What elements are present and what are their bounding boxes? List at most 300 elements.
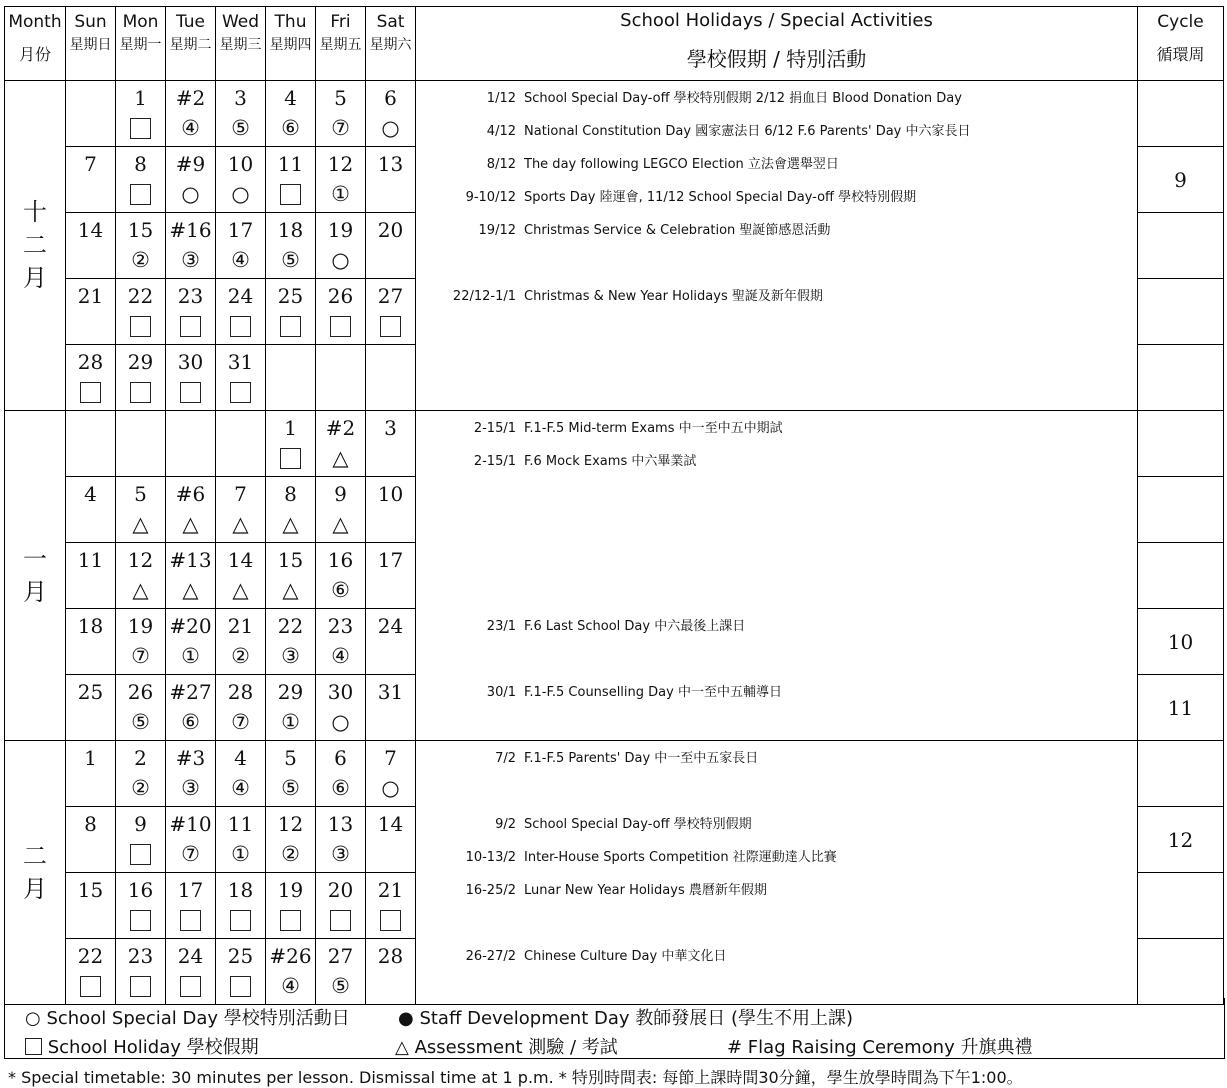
day-cell xyxy=(66,345,116,411)
day-cell xyxy=(216,741,266,807)
day-number: #9 xyxy=(175,152,206,176)
day-cell xyxy=(316,81,366,147)
activity-text: School Special Day-off 學校特別假期 xyxy=(524,817,752,832)
day-cell xyxy=(216,939,266,1005)
day-number: 21 xyxy=(77,284,104,308)
activity-line xyxy=(416,747,1136,766)
day-cell xyxy=(366,807,416,873)
activity-text: Sports Day 陸運會, 11/12 School Special Day-off 學校特別假期 xyxy=(524,190,917,205)
day-marker: ⑥ xyxy=(281,116,300,140)
day-marker: △ xyxy=(332,446,349,470)
day-cell xyxy=(166,477,216,543)
day-number: 23 xyxy=(327,614,354,638)
cycle-cell xyxy=(1138,81,1224,147)
activity-date: 30/1 xyxy=(486,685,516,700)
day-number: 9 xyxy=(134,812,147,836)
day-cell xyxy=(116,873,166,939)
activity-text: The day following LEGCO Election 立法會選舉翌日 xyxy=(524,157,839,172)
holiday-square-icon xyxy=(80,382,101,403)
day-cell xyxy=(266,939,316,1005)
day-marker: ○ xyxy=(331,710,350,734)
day-marker: ② xyxy=(131,248,150,272)
legend-assessment: △ Assessment 測驗 / 考試 xyxy=(395,1037,618,1058)
day-number: 28 xyxy=(77,350,104,374)
header-row xyxy=(5,7,1224,81)
holiday-square-icon xyxy=(280,316,301,337)
holiday-square-icon xyxy=(80,976,101,997)
day-number: 26 xyxy=(127,680,154,704)
day-marker: ⑤ xyxy=(231,116,250,140)
day-number: 14 xyxy=(227,548,254,572)
activity-text: National Constitution Day 國家憲法日 6/12 F.6 Parents' Day 中六家長日 xyxy=(524,124,971,139)
cycle-cell: 11 xyxy=(1138,675,1224,741)
day-number: 18 xyxy=(227,878,254,902)
activity-text: Christmas & New Year Holidays 聖誕及新年假期 xyxy=(524,289,823,304)
day-cell xyxy=(266,873,316,939)
day-number: 20 xyxy=(327,878,354,902)
day-marker: ⑤ xyxy=(281,776,300,800)
day-marker: △ xyxy=(232,578,249,602)
day-cell xyxy=(266,609,316,675)
day-marker: ⑤ xyxy=(131,710,150,734)
holiday-square-icon xyxy=(280,184,301,205)
day-number: 7 xyxy=(84,152,97,176)
day-header-sun: Sun 星期日 xyxy=(66,7,116,81)
activity-date: 9/2 xyxy=(495,817,516,832)
day-cell xyxy=(166,873,216,939)
day-cell xyxy=(266,81,316,147)
day-cell xyxy=(366,411,416,477)
day-marker: ○ xyxy=(381,776,400,800)
day-cell xyxy=(366,81,416,147)
legend-staff-day: ● Staff Development Day 教師發展日 (學生不用上課) xyxy=(398,1008,854,1029)
day-marker: △ xyxy=(332,512,349,536)
day-cell xyxy=(116,609,166,675)
day-cell xyxy=(366,279,416,345)
day-marker: ⑤ xyxy=(281,248,300,272)
filled-circle-icon: ● xyxy=(398,1008,414,1029)
day-cell xyxy=(366,939,416,1005)
day-marker: ① xyxy=(281,710,300,734)
day-marker: ⑦ xyxy=(331,116,350,140)
school-calendar-table xyxy=(4,6,1224,1005)
day-cell xyxy=(166,345,216,411)
activity-line xyxy=(416,120,1136,139)
legend-flag-raising: # Flag Raising Ceremony 升旗典禮 xyxy=(727,1037,1033,1058)
day-marker: ② xyxy=(281,842,300,866)
day-number: 29 xyxy=(277,680,304,704)
day-cell xyxy=(216,213,266,279)
activity-line xyxy=(416,285,1136,304)
cycle-cell xyxy=(1138,543,1224,609)
day-number: 12 xyxy=(127,548,154,572)
day-number: #10 xyxy=(169,812,212,836)
day-number: 24 xyxy=(227,284,254,308)
day-cell xyxy=(266,477,316,543)
day-number: 4 xyxy=(284,86,297,110)
holiday-square-icon xyxy=(180,910,201,931)
day-cell xyxy=(316,675,366,741)
day-marker: ④ xyxy=(231,776,250,800)
day-number: #16 xyxy=(169,218,212,242)
activity-date: 9-10/12 xyxy=(465,190,516,205)
special-timetable-note: * Special timetable: 30 minutes per lesson. Dismissal time at 1 p.m. * 特別時間表: 每節上課時間30分鐘，學生放學時間為下午1:00。 xyxy=(8,1068,1023,1087)
day-number: #2 xyxy=(325,416,356,440)
day-cell xyxy=(66,807,116,873)
holiday-square-icon xyxy=(130,976,151,997)
day-number: 27 xyxy=(327,944,354,968)
day-number: 12 xyxy=(327,152,354,176)
activity-line xyxy=(416,219,1136,238)
day-cell xyxy=(216,477,266,543)
day-number: 29 xyxy=(127,350,154,374)
day-cell xyxy=(316,279,366,345)
day-number: 24 xyxy=(377,614,404,638)
activity-date: 8/12 xyxy=(486,157,516,172)
day-number: 31 xyxy=(227,350,254,374)
day-cell xyxy=(66,279,116,345)
activity-text: School Special Day-off 學校特別假期 2/12 捐血日 Blood Donation Day xyxy=(524,91,962,106)
activity-text: F.1-F.5 Parents' Day 中一至中五家長日 xyxy=(524,751,759,766)
day-number: 6 xyxy=(384,86,397,110)
day-marker: ○ xyxy=(181,182,200,206)
day-cell xyxy=(66,81,116,147)
activity-line xyxy=(416,681,1136,700)
day-cell xyxy=(316,939,366,1005)
day-marker: ○ xyxy=(331,248,350,272)
day-number: 16 xyxy=(127,878,154,902)
holiday-square-icon xyxy=(180,316,201,337)
day-header-tue: Tue 星期二 xyxy=(166,7,216,81)
day-marker: △ xyxy=(182,512,199,536)
activity-line xyxy=(416,417,1136,436)
day-marker: ① xyxy=(231,842,250,866)
holiday-square-icon xyxy=(230,976,251,997)
day-number: 19 xyxy=(277,878,304,902)
holiday-square-icon xyxy=(280,910,301,931)
day-marker: △ xyxy=(182,578,199,602)
legend xyxy=(4,998,1225,1059)
day-number: 15 xyxy=(127,218,154,242)
day-cell xyxy=(366,741,416,807)
day-marker: ⑥ xyxy=(181,710,200,734)
day-marker: ⑦ xyxy=(131,644,150,668)
day-cell xyxy=(266,147,316,213)
day-number: #20 xyxy=(169,614,212,638)
day-cell xyxy=(166,279,216,345)
day-number: 21 xyxy=(377,878,404,902)
activity-text: F.1-F.5 Mid-term Exams 中一至中五中期試 xyxy=(524,421,783,436)
day-cell xyxy=(66,675,116,741)
day-number: 28 xyxy=(377,944,404,968)
day-number: 14 xyxy=(377,812,404,836)
day-cell xyxy=(216,609,266,675)
day-cell xyxy=(116,345,166,411)
day-cell xyxy=(116,807,166,873)
day-number: 11 xyxy=(77,548,104,572)
day-cell xyxy=(116,675,166,741)
activities-cell xyxy=(416,741,1138,1005)
day-cell xyxy=(166,81,216,147)
day-cell xyxy=(116,279,166,345)
holiday-square-icon xyxy=(230,382,251,403)
day-number: 8 xyxy=(84,812,97,836)
day-cell xyxy=(266,675,316,741)
day-number: 10 xyxy=(227,152,254,176)
day-cell xyxy=(266,279,316,345)
day-cell xyxy=(316,609,366,675)
day-cell xyxy=(216,873,266,939)
day-cell xyxy=(316,213,366,279)
day-number: 30 xyxy=(177,350,204,374)
day-cell xyxy=(366,345,416,411)
cycle-cell xyxy=(1138,939,1224,1005)
day-number: 5 xyxy=(334,86,347,110)
month-label: 一 月 xyxy=(5,411,66,741)
week-row xyxy=(5,411,1224,477)
day-cell xyxy=(266,543,316,609)
day-marker: ③ xyxy=(181,248,200,272)
day-marker: ① xyxy=(331,182,350,206)
day-number: 15 xyxy=(77,878,104,902)
day-number: 14 xyxy=(77,218,104,242)
day-marker: ⑥ xyxy=(331,578,350,602)
day-cell xyxy=(116,477,166,543)
day-number: 5 xyxy=(134,482,147,506)
circle-icon: ○ xyxy=(25,1008,41,1029)
holiday-square-icon xyxy=(230,316,251,337)
day-number: 19 xyxy=(327,218,354,242)
week-row xyxy=(5,81,1224,147)
day-marker: ④ xyxy=(281,974,300,998)
square-icon xyxy=(25,1038,42,1055)
day-cell xyxy=(316,477,366,543)
day-marker: ③ xyxy=(281,644,300,668)
day-cell xyxy=(116,741,166,807)
day-number: 24 xyxy=(177,944,204,968)
day-cell xyxy=(366,609,416,675)
activity-date: 2-15/1 xyxy=(473,421,516,436)
day-cell xyxy=(366,873,416,939)
day-cell xyxy=(116,147,166,213)
activity-date: 22/12-1/1 xyxy=(452,289,516,304)
activities-header: School Holidays / Special Activities 學校假期 / 特別活動 xyxy=(416,7,1138,81)
day-number: 18 xyxy=(77,614,104,638)
day-number: 8 xyxy=(134,152,147,176)
day-cell xyxy=(366,147,416,213)
day-cell xyxy=(116,939,166,1005)
day-marker: ③ xyxy=(331,842,350,866)
activity-date: 2-15/1 xyxy=(473,454,516,469)
day-number: 30 xyxy=(327,680,354,704)
day-cell xyxy=(166,675,216,741)
holiday-square-icon xyxy=(130,910,151,931)
legend-special-day: ○ School Special Day 學校特別活動日 xyxy=(25,1008,350,1029)
day-header-sat: Sat 星期六 xyxy=(366,7,416,81)
day-number: #6 xyxy=(175,482,206,506)
month-label: 二 月 xyxy=(5,741,66,1005)
day-number: #26 xyxy=(269,944,312,968)
activity-date: 7/2 xyxy=(495,751,516,766)
day-number: 8 xyxy=(284,482,297,506)
activity-date: 26-27/2 xyxy=(465,949,516,964)
day-marker: ③ xyxy=(181,776,200,800)
day-number: 13 xyxy=(377,152,404,176)
day-marker: ⑥ xyxy=(331,776,350,800)
holiday-square-icon xyxy=(180,382,201,403)
day-cell xyxy=(66,411,116,477)
day-cell xyxy=(166,147,216,213)
day-number: 27 xyxy=(377,284,404,308)
activity-line xyxy=(416,813,1136,832)
day-number: 23 xyxy=(127,944,154,968)
day-cell xyxy=(216,147,266,213)
day-number: 4 xyxy=(234,746,247,770)
day-number: 7 xyxy=(384,746,397,770)
day-number: 18 xyxy=(277,218,304,242)
day-cell xyxy=(116,543,166,609)
day-cell xyxy=(66,609,116,675)
activity-date: 23/1 xyxy=(486,619,516,634)
holiday-square-icon xyxy=(130,316,151,337)
cycle-cell xyxy=(1138,411,1224,477)
day-marker: △ xyxy=(282,512,299,536)
day-header-fri: Fri 星期五 xyxy=(316,7,366,81)
activity-line xyxy=(416,450,1136,469)
day-number: 9 xyxy=(334,482,347,506)
day-cell xyxy=(216,279,266,345)
activity-text: Chinese Culture Day 中華文化日 xyxy=(524,949,727,964)
activities-cell xyxy=(416,81,1138,411)
day-number: #13 xyxy=(169,548,212,572)
activity-text: Lunar New Year Holidays 農曆新年假期 xyxy=(524,883,767,898)
activity-line xyxy=(416,87,1136,106)
day-number: 5 xyxy=(284,746,297,770)
day-number: 19 xyxy=(127,614,154,638)
holiday-square-icon xyxy=(330,910,351,931)
day-cell xyxy=(366,543,416,609)
holiday-square-icon xyxy=(330,316,351,337)
day-number: 20 xyxy=(377,218,404,242)
day-marker: ④ xyxy=(181,116,200,140)
cycle-header: Cycle 循環周 xyxy=(1138,7,1224,81)
day-cell xyxy=(366,675,416,741)
day-cell xyxy=(316,873,366,939)
day-number: 23 xyxy=(177,284,204,308)
legend-holiday: School Holiday 學校假期 xyxy=(25,1033,259,1059)
day-number: 17 xyxy=(377,548,404,572)
activity-line xyxy=(416,945,1136,964)
month-header: Month 月份 xyxy=(5,7,66,81)
day-cell xyxy=(216,543,266,609)
cycle-cell xyxy=(1138,741,1224,807)
activity-line xyxy=(416,153,1136,172)
activity-line xyxy=(416,615,1136,634)
day-number: 26 xyxy=(327,284,354,308)
day-cell xyxy=(216,81,266,147)
day-number: 15 xyxy=(277,548,304,572)
day-cell xyxy=(316,147,366,213)
day-marker: △ xyxy=(132,578,149,602)
day-number: 4 xyxy=(84,482,97,506)
triangle-icon: △ xyxy=(395,1037,409,1058)
day-cell xyxy=(166,741,216,807)
cycle-cell: 9 xyxy=(1138,147,1224,213)
day-cell xyxy=(216,345,266,411)
activity-date: 19/12 xyxy=(478,223,516,238)
activity-date: 10-13/2 xyxy=(465,850,516,865)
cycle-cell: 12 xyxy=(1138,807,1224,873)
holiday-square-icon xyxy=(380,910,401,931)
holiday-square-icon xyxy=(230,910,251,931)
holiday-square-icon xyxy=(130,382,151,403)
day-cell xyxy=(166,543,216,609)
month-label: 十 二 月 xyxy=(5,81,66,411)
day-cell xyxy=(316,741,366,807)
day-marker: ① xyxy=(181,644,200,668)
day-number: 25 xyxy=(227,944,254,968)
activity-text: Christmas Service & Celebration 聖誕節感恩活動 xyxy=(524,223,831,238)
day-cell xyxy=(266,741,316,807)
day-cell xyxy=(266,345,316,411)
cycle-cell xyxy=(1138,279,1224,345)
day-number: #27 xyxy=(169,680,212,704)
day-cell xyxy=(166,411,216,477)
day-number: 11 xyxy=(277,152,304,176)
day-cell xyxy=(116,213,166,279)
day-marker: ⑦ xyxy=(181,842,200,866)
holiday-square-icon xyxy=(130,184,151,205)
day-number: 3 xyxy=(384,416,397,440)
day-cell xyxy=(66,213,116,279)
activity-line xyxy=(416,846,1136,865)
day-number: 16 xyxy=(327,548,354,572)
holiday-square-icon xyxy=(130,118,151,139)
cycle-cell xyxy=(1138,345,1224,411)
day-number: 1 xyxy=(284,416,297,440)
week-row xyxy=(5,741,1224,807)
day-number: 12 xyxy=(277,812,304,836)
activity-text: Inter-House Sports Competition 社際運動達人比賽 xyxy=(524,850,837,865)
holiday-square-icon xyxy=(380,316,401,337)
cycle-cell xyxy=(1138,477,1224,543)
day-cell xyxy=(166,807,216,873)
day-number: 25 xyxy=(277,284,304,308)
activity-date: 1/12 xyxy=(486,91,516,106)
day-cell xyxy=(166,609,216,675)
day-number: 1 xyxy=(84,746,97,770)
day-cell xyxy=(116,81,166,147)
day-marker: △ xyxy=(232,512,249,536)
activities-cell xyxy=(416,411,1138,741)
day-cell xyxy=(216,675,266,741)
activity-date: 4/12 xyxy=(486,124,516,139)
day-number: 25 xyxy=(77,680,104,704)
day-number: #3 xyxy=(175,746,206,770)
day-number: 2 xyxy=(134,746,147,770)
day-number: 3 xyxy=(234,86,247,110)
activity-line xyxy=(416,186,1136,205)
day-cell xyxy=(66,147,116,213)
day-number: 22 xyxy=(77,944,104,968)
day-cell xyxy=(116,411,166,477)
day-cell xyxy=(66,741,116,807)
day-number: 17 xyxy=(177,878,204,902)
cycle-cell xyxy=(1138,873,1224,939)
day-marker: ② xyxy=(231,644,250,668)
day-marker: ⑤ xyxy=(331,974,350,998)
day-cell xyxy=(216,807,266,873)
